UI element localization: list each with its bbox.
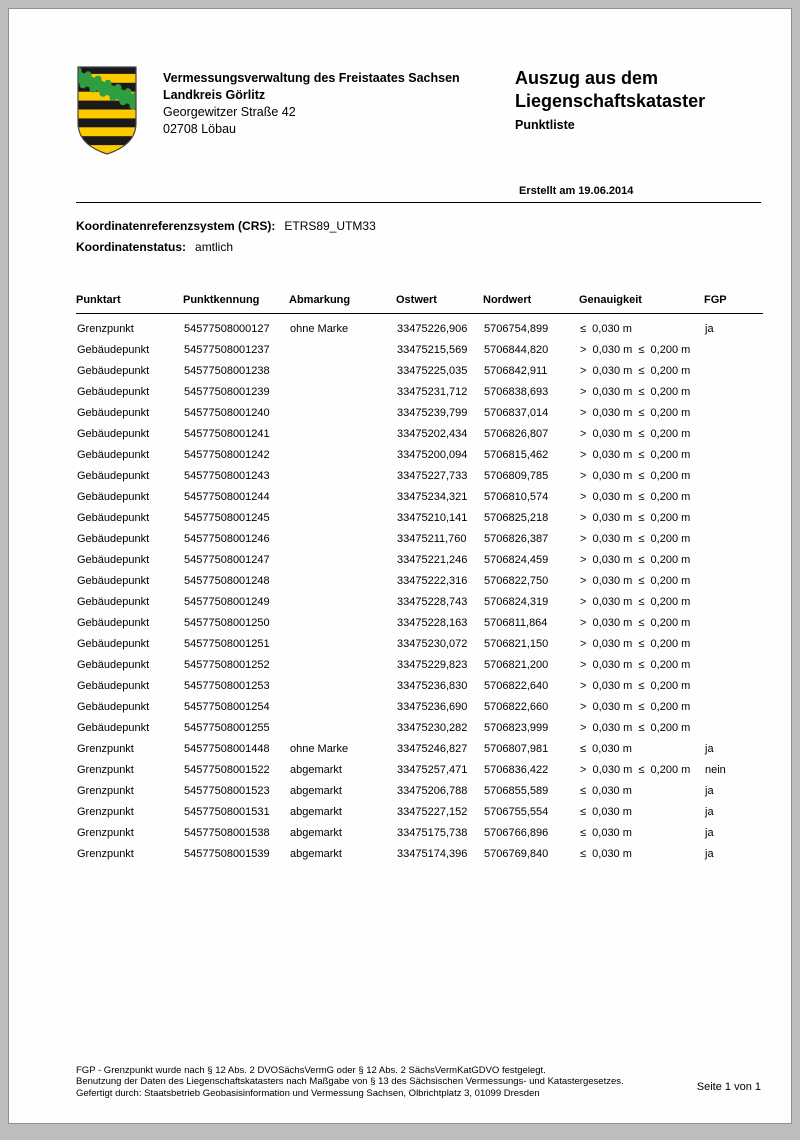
table-cell: 54577508001244: [184, 490, 270, 503]
table-row: [76, 822, 763, 843]
table-cell: Gebäudepunkt: [77, 595, 150, 608]
table-cell: Grenzpunkt: [77, 322, 134, 335]
table-cell: ohne Marke: [290, 742, 349, 755]
table-cell: [704, 633, 763, 654]
table-cell: [289, 570, 396, 591]
table-cell: [289, 465, 396, 486]
table-row: [76, 738, 763, 759]
footer-note-gefertigt: Gefertigt durch: Staatsbetrieb Geobasisinformation und Vermessung Sachsen, Olbrichtplatz 3, 01099 Dresden: [76, 1087, 540, 1099]
table-cell: > 0,030 m ≤ 0,200 m: [580, 385, 691, 398]
table-cell: 54577508000127: [184, 322, 270, 335]
issuer-city: 02708 Löbau: [163, 122, 236, 136]
table-cell: 33475246,827: [397, 742, 468, 755]
table-cell: ≤ 0,030 m: [580, 322, 632, 335]
column-header: Nordwert: [483, 294, 579, 314]
document-title-line1: Auszug aus dem: [515, 68, 659, 88]
table-row: [76, 486, 763, 507]
table-cell: ja: [705, 826, 714, 839]
table-cell: 54577508001448: [184, 742, 270, 755]
table-cell: 33475202,434: [397, 427, 468, 440]
points-table-body: [76, 314, 763, 865]
page-number: Seite 1 von 1: [696, 1081, 761, 1093]
coordinate-meta: [76, 219, 761, 254]
table-cell: 33475221,246: [397, 553, 468, 566]
table-cell: 33475239,799: [397, 406, 468, 419]
table-cell: 33475200,094: [397, 448, 468, 461]
table-row: [76, 444, 763, 465]
points-table-head-row: [76, 294, 763, 314]
table-cell: Grenzpunkt: [77, 847, 134, 860]
table-cell: 5706809,785: [484, 469, 549, 482]
table-row: [76, 780, 763, 801]
table-cell: 54577508001539: [184, 847, 270, 860]
table-cell: Gebäudepunkt: [77, 721, 150, 734]
coat-of-arms-svg: [76, 65, 138, 156]
table-row: [76, 801, 763, 822]
table-row: [76, 633, 763, 654]
table-cell: > 0,030 m ≤ 0,200 m: [580, 490, 691, 503]
table-cell: 5706822,750: [484, 574, 549, 587]
table-cell: [289, 591, 396, 612]
table-cell: 33475257,471: [397, 763, 468, 776]
viewer-background: [0, 8, 800, 1140]
table-cell: 5706823,999: [484, 721, 549, 734]
table-cell: Gebäudepunkt: [77, 574, 150, 587]
table-cell: > 0,030 m ≤ 0,200 m: [580, 343, 691, 356]
table-cell: Grenzpunkt: [77, 742, 134, 755]
table-row: [76, 843, 763, 864]
table-cell: 5706821,150: [484, 637, 549, 650]
table-cell: [289, 423, 396, 444]
column-header: Ostwert: [396, 294, 483, 314]
table-cell: nein: [705, 763, 726, 776]
table-cell: ja: [705, 805, 714, 818]
table-cell: 54577508001253: [184, 679, 270, 692]
table-cell: 54577508001240: [184, 406, 270, 419]
table-cell: abgemarkt: [290, 763, 342, 776]
table-row: [76, 507, 763, 528]
crs-label: Koordinatenreferenzsystem (CRS):: [76, 219, 276, 233]
table-cell: Grenzpunkt: [77, 763, 134, 776]
table-cell: 54577508001255: [184, 721, 270, 734]
table-row: [76, 570, 763, 591]
table-cell: [704, 612, 763, 633]
table-cell: 5706825,218: [484, 511, 549, 524]
table-cell: [289, 444, 396, 465]
table-cell: [704, 675, 763, 696]
points-table: [76, 294, 763, 864]
table-cell: ≤ 0,030 m: [580, 784, 632, 797]
table-cell: 5706842,911: [484, 364, 548, 377]
table-cell: > 0,030 m ≤ 0,200 m: [580, 469, 691, 482]
table-cell: > 0,030 m ≤ 0,200 m: [580, 448, 691, 461]
issuer-street: Georgewitzer Straße 42: [163, 105, 296, 119]
table-cell: [704, 360, 763, 381]
table-cell: Grenzpunkt: [77, 826, 134, 839]
table-cell: ≤ 0,030 m: [580, 826, 632, 839]
table-cell: > 0,030 m ≤ 0,200 m: [580, 532, 691, 545]
table-cell: Gebäudepunkt: [77, 427, 150, 440]
document-title-line2: Liegenschaftskataster: [515, 91, 706, 111]
table-cell: > 0,030 m ≤ 0,200 m: [580, 553, 691, 566]
table-cell: 54577508001254: [184, 700, 270, 713]
table-cell: abgemarkt: [290, 847, 342, 860]
table-cell: > 0,030 m ≤ 0,200 m: [580, 511, 691, 524]
table-cell: 33475225,035: [397, 364, 468, 377]
column-header: Punktkennung: [183, 294, 289, 314]
header-divider: [76, 202, 761, 203]
table-cell: 33475227,733: [397, 469, 468, 482]
table-cell: 5706826,807: [484, 427, 549, 440]
column-header: Abmarkung: [289, 294, 396, 314]
table-cell: 5706855,589: [484, 784, 549, 797]
table-cell: 54577508001242: [184, 448, 270, 461]
table-cell: [704, 381, 763, 402]
table-cell: > 0,030 m ≤ 0,200 m: [580, 658, 691, 671]
table-cell: [704, 486, 763, 507]
table-cell: 54577508001239: [184, 385, 270, 398]
table-cell: [704, 696, 763, 717]
table-row: [76, 314, 763, 340]
table-cell: [289, 612, 396, 633]
table-row: [76, 528, 763, 549]
table-cell: Gebäudepunkt: [77, 616, 150, 629]
table-cell: ≤ 0,030 m: [580, 742, 632, 755]
table-cell: 54577508001538: [184, 826, 270, 839]
table-cell: [289, 528, 396, 549]
table-cell: 54577508001247: [184, 553, 270, 566]
table-cell: 54577508001237: [184, 343, 270, 356]
table-cell: 54577508001251: [184, 637, 270, 650]
coordinate-status-value: amtlich: [195, 240, 234, 254]
table-cell: 5706836,422: [484, 763, 549, 776]
table-cell: > 0,030 m ≤ 0,200 m: [580, 679, 691, 692]
table-cell: 33475211,760: [397, 532, 467, 545]
table-cell: 33475227,152: [397, 805, 468, 818]
table-cell: 5706824,459: [484, 553, 549, 566]
table-cell: Gebäudepunkt: [77, 637, 150, 650]
table-cell: 33475206,788: [397, 784, 468, 797]
table-cell: 33475231,712: [397, 385, 468, 398]
table-cell: Gebäudepunkt: [77, 511, 150, 524]
table-row: [76, 339, 763, 360]
issuer-agency: Vermessungsverwaltung des Freistaates Sachsen: [163, 71, 460, 85]
table-cell: 54577508001245: [184, 511, 270, 524]
table-row: [76, 360, 763, 381]
footer-note-usage: Benutzung der Daten des Liegenschaftskatasters nach Maßgabe von § 13 des Sächsischen Vermessungs- und Katastergesetzes.: [76, 1076, 624, 1087]
created-date: Erstellt am 19.06.2014: [519, 185, 634, 197]
table-cell: 5706754,899: [484, 322, 549, 335]
table-cell: 33475210,141: [397, 511, 468, 524]
table-cell: 54577508001241: [184, 427, 270, 440]
table-cell: abgemarkt: [290, 784, 342, 797]
table-cell: 54577508001243: [184, 469, 270, 482]
table-cell: [289, 717, 396, 738]
table-cell: 33475228,743: [397, 595, 468, 608]
table-cell: > 0,030 m ≤ 0,200 m: [580, 637, 691, 650]
table-cell: [289, 486, 396, 507]
table-cell: 54577508001522: [184, 763, 270, 776]
table-cell: > 0,030 m ≤ 0,200 m: [580, 406, 691, 419]
table-cell: 54577508001246: [184, 532, 270, 545]
table-cell: ohne Marke: [290, 322, 349, 335]
table-cell: ja: [705, 847, 714, 860]
table-cell: 33475222,316: [397, 574, 468, 587]
table-cell: Gebäudepunkt: [77, 343, 150, 356]
table-cell: 54577508001249: [184, 595, 270, 608]
table-cell: 5706755,554: [484, 805, 549, 818]
table-cell: 5706822,660: [484, 700, 549, 713]
table-cell: 33475174,396: [397, 847, 468, 860]
footer-notes: [76, 1065, 624, 1100]
table-cell: ≤ 0,030 m: [580, 805, 632, 818]
table-row: [76, 402, 763, 423]
table-cell: 33475226,906: [397, 322, 468, 335]
table-cell: > 0,030 m ≤ 0,200 m: [580, 574, 691, 587]
table-cell: Gebäudepunkt: [77, 553, 150, 566]
table-cell: 5706810,574: [484, 490, 549, 503]
table-cell: 5706807,981: [484, 742, 549, 755]
table-cell: [704, 591, 763, 612]
column-header: Punktart: [76, 294, 183, 314]
table-row: [76, 423, 763, 444]
table-cell: [704, 465, 763, 486]
table-cell: 33475230,072: [397, 637, 468, 650]
table-cell: 33475228,163: [397, 616, 468, 629]
table-row: [76, 675, 763, 696]
table-cell: 54577508001238: [184, 364, 270, 377]
table-cell: Gebäudepunkt: [77, 658, 150, 671]
table-cell: 5706824,319: [484, 595, 549, 608]
table-cell: > 0,030 m ≤ 0,200 m: [580, 763, 691, 776]
issuer-address-block: [163, 65, 460, 138]
table-cell: ja: [705, 784, 714, 797]
footer-note-fgp: FGP - Grenzpunkt wurde nach § 12 Abs. 2 DVOSächsVermG oder § 12 Abs. 2 SächsVermKatGDVO festgelegt.: [76, 1064, 546, 1076]
table-cell: 5706837,014: [484, 406, 549, 419]
table-cell: [289, 339, 396, 360]
table-cell: 5706826,387: [484, 532, 549, 545]
table-cell: 54577508001531: [184, 805, 270, 818]
table-cell: [289, 507, 396, 528]
table-cell: 5706815,462: [484, 448, 549, 461]
table-cell: [289, 402, 396, 423]
table-cell: Gebäudepunkt: [77, 364, 150, 377]
table-cell: 54577508001250: [184, 616, 270, 629]
table-cell: 33475229,823: [397, 658, 468, 671]
table-cell: 5706844,820: [484, 343, 549, 356]
table-cell: Gebäudepunkt: [77, 532, 150, 545]
table-cell: [704, 528, 763, 549]
table-row: [76, 612, 763, 633]
table-cell: 5706821,200: [484, 658, 549, 671]
table-cell: > 0,030 m ≤ 0,200 m: [580, 616, 691, 629]
table-cell: [289, 549, 396, 570]
table-cell: Gebäudepunkt: [77, 385, 150, 398]
table-cell: [289, 381, 396, 402]
issuer-district: Landkreis Görlitz: [163, 88, 266, 102]
table-cell: [289, 675, 396, 696]
table-cell: 33475215,569: [397, 343, 468, 356]
table-cell: Gebäudepunkt: [77, 469, 150, 482]
saxony-coat-of-arms-icon: [76, 65, 138, 161]
table-cell: [704, 423, 763, 444]
table-cell: Grenzpunkt: [77, 805, 134, 818]
table-cell: [289, 654, 396, 675]
table-cell: [704, 549, 763, 570]
table-cell: Gebäudepunkt: [77, 700, 150, 713]
document-subtitle: Punktliste: [515, 118, 575, 132]
table-cell: 33475234,321: [397, 490, 468, 503]
column-header: FGP: [704, 294, 763, 314]
table-cell: ja: [705, 742, 714, 755]
table-cell: 5706811,864: [484, 616, 548, 629]
table-cell: [289, 696, 396, 717]
table-row: [76, 654, 763, 675]
table-cell: > 0,030 m ≤ 0,200 m: [580, 700, 691, 713]
table-cell: 33475175,738: [397, 826, 468, 839]
table-cell: 54577508001252: [184, 658, 270, 671]
table-cell: [704, 444, 763, 465]
table-cell: abgemarkt: [290, 805, 342, 818]
table-cell: Grenzpunkt: [77, 784, 134, 797]
table-cell: [289, 633, 396, 654]
status-row: [76, 240, 761, 254]
table-cell: > 0,030 m ≤ 0,200 m: [580, 595, 691, 608]
table-cell: Gebäudepunkt: [77, 448, 150, 461]
table-cell: ≤ 0,030 m: [580, 847, 632, 860]
table-cell: Gebäudepunkt: [77, 679, 150, 692]
table-row: [76, 696, 763, 717]
document-footer: [76, 1065, 761, 1100]
document-header: [76, 65, 761, 161]
table-cell: > 0,030 m ≤ 0,200 m: [580, 427, 691, 440]
table-cell: > 0,030 m ≤ 0,200 m: [580, 364, 691, 377]
table-cell: ja: [705, 322, 714, 335]
table-cell: 54577508001248: [184, 574, 270, 587]
table-cell: abgemarkt: [290, 826, 342, 839]
table-row: [76, 381, 763, 402]
coordinate-status-label: Koordinatenstatus:: [76, 240, 187, 254]
column-header: Genauigkeit: [579, 294, 704, 314]
table-row: [76, 549, 763, 570]
crs-value: ETRS89_UTM33: [284, 219, 376, 233]
table-cell: 5706822,640: [484, 679, 549, 692]
table-cell: [704, 717, 763, 738]
table-cell: Gebäudepunkt: [77, 490, 150, 503]
table-cell: > 0,030 m ≤ 0,200 m: [580, 721, 691, 734]
table-row: [76, 591, 763, 612]
table-cell: 5706838,693: [484, 385, 549, 398]
table-row: [76, 759, 763, 780]
table-cell: [704, 339, 763, 360]
document-page: [8, 8, 792, 1124]
table-cell: [289, 360, 396, 381]
table-cell: [704, 570, 763, 591]
table-cell: 5706769,840: [484, 847, 549, 860]
crs-row: [76, 219, 761, 233]
table-cell: 33475230,282: [397, 721, 468, 734]
table-cell: 54577508001523: [184, 784, 270, 797]
table-cell: Gebäudepunkt: [77, 406, 150, 419]
table-cell: [704, 507, 763, 528]
table-cell: 33475236,690: [397, 700, 468, 713]
table-row: [76, 465, 763, 486]
document-title-block: [515, 65, 761, 132]
table-cell: 5706766,896: [484, 826, 549, 839]
table-row: [76, 717, 763, 738]
table-cell: 33475236,830: [397, 679, 468, 692]
table-cell: [704, 402, 763, 423]
table-cell: [704, 654, 763, 675]
